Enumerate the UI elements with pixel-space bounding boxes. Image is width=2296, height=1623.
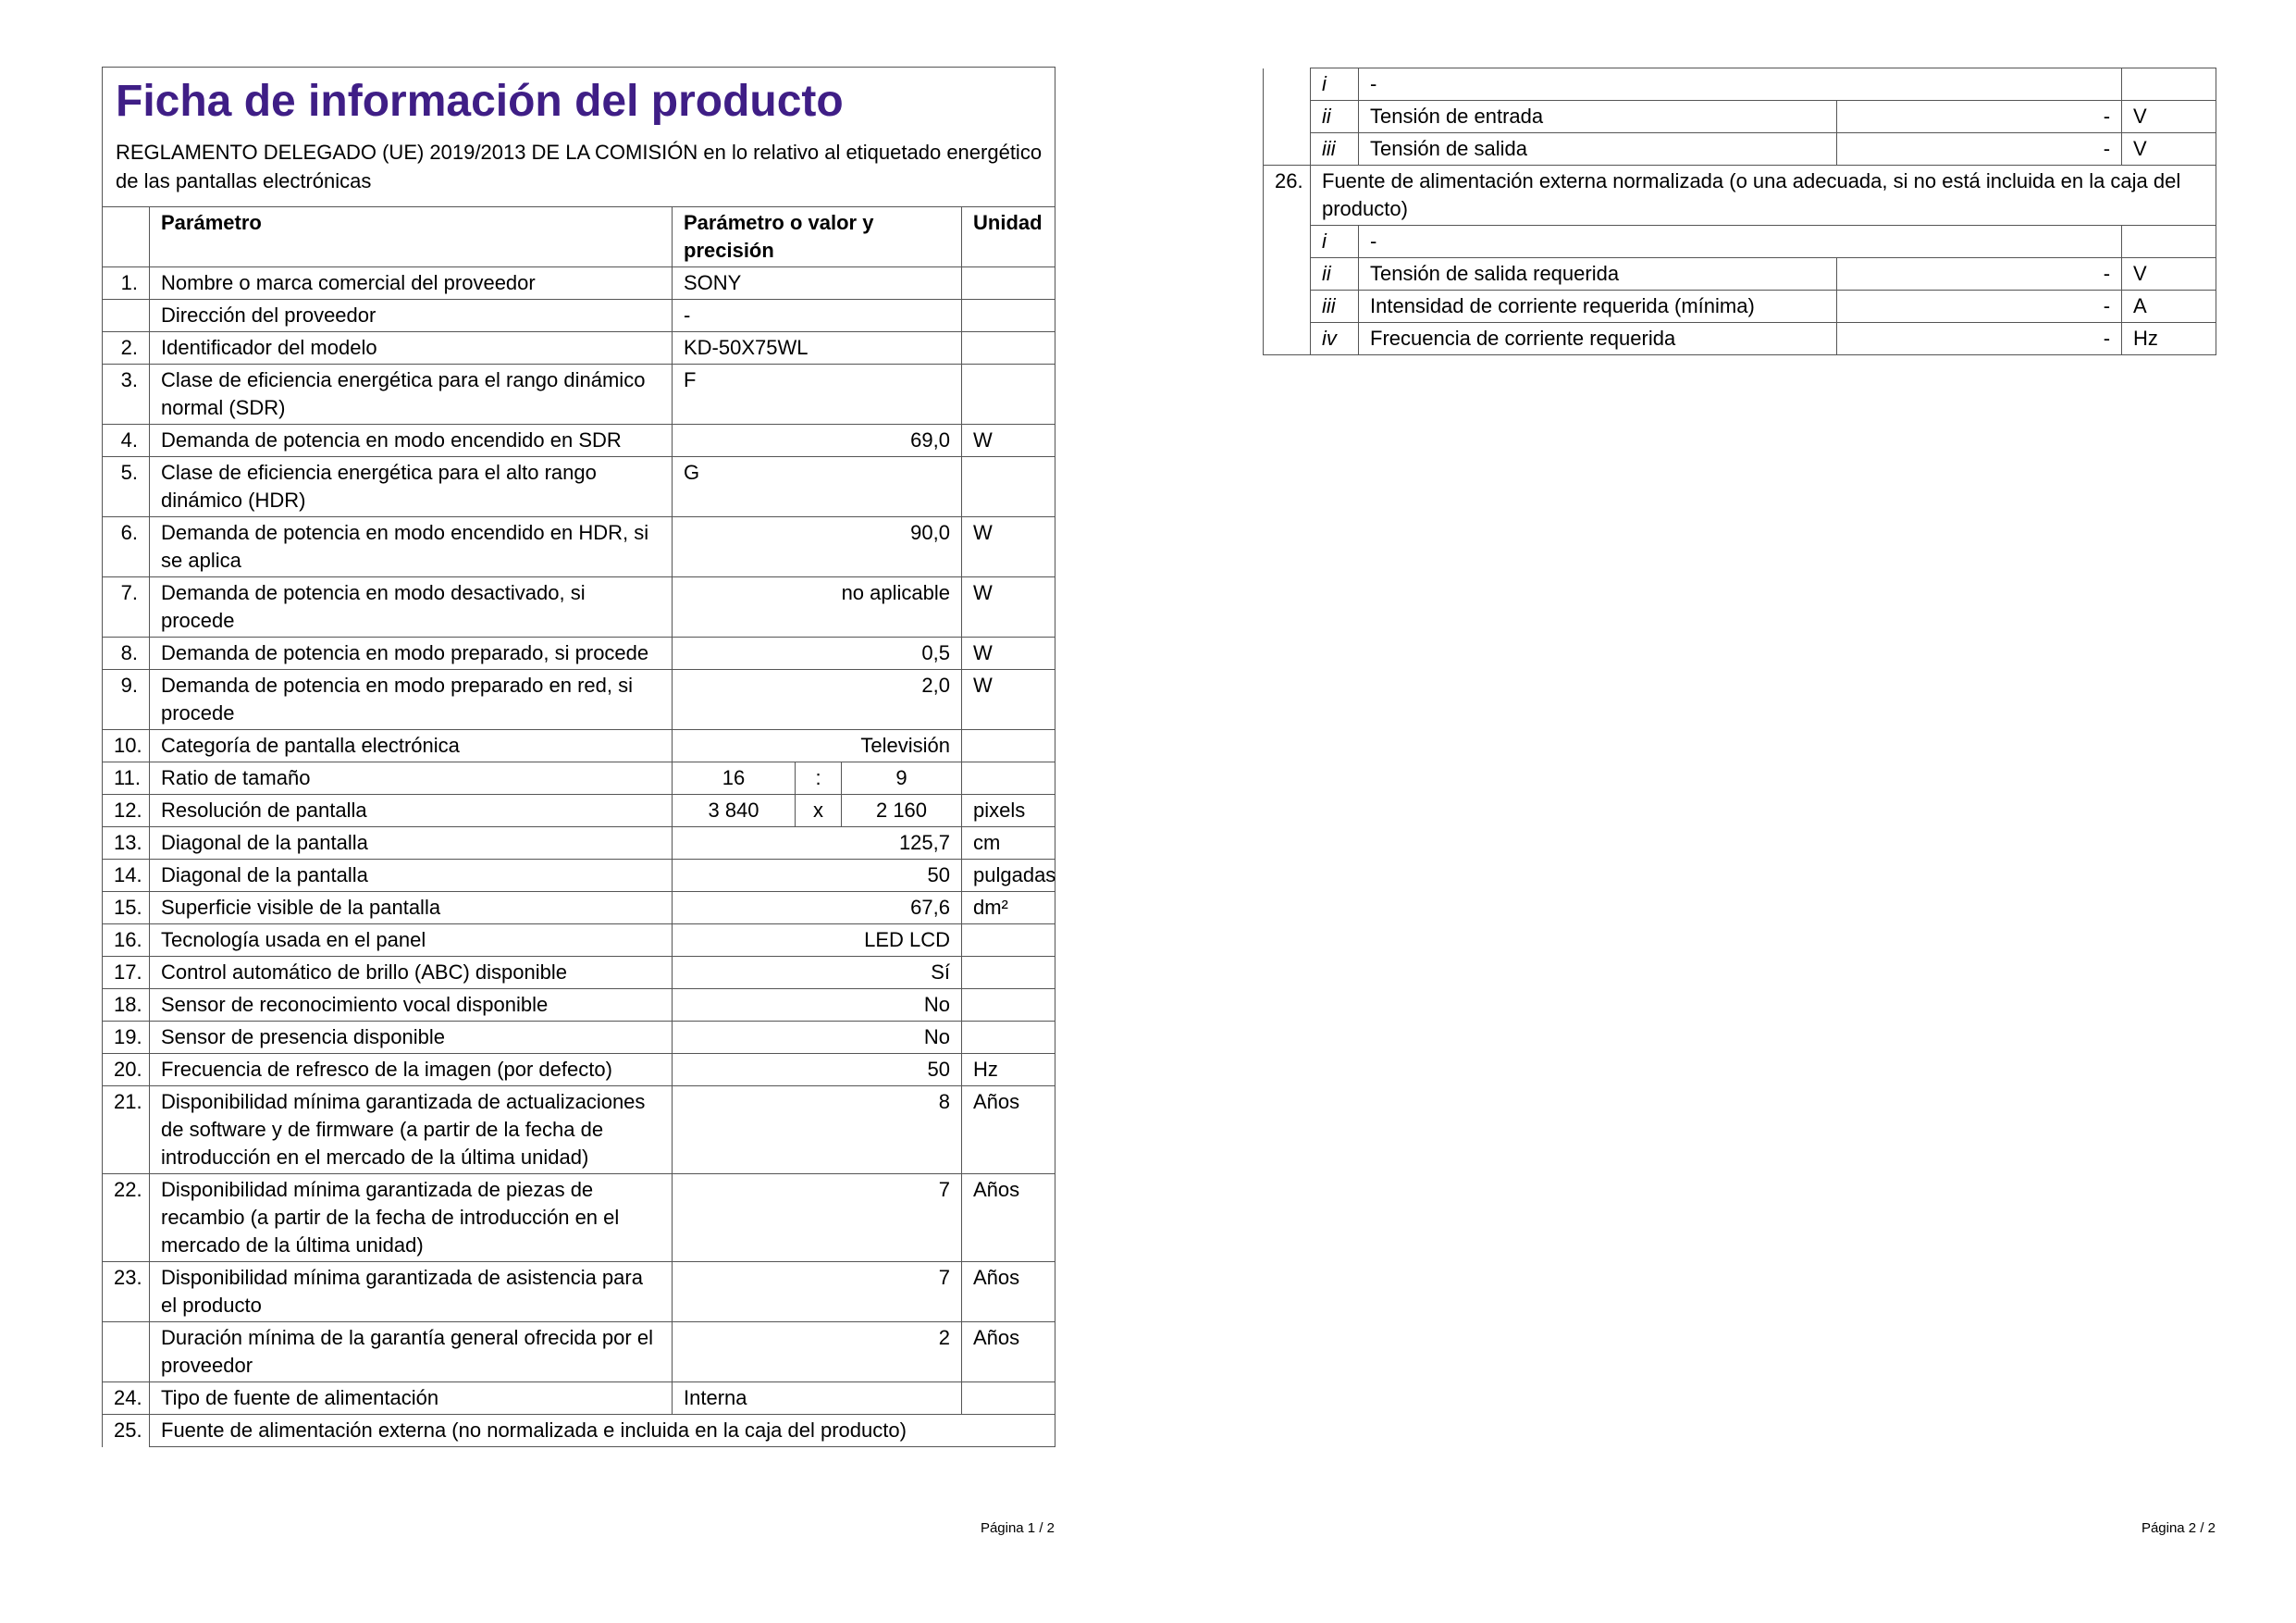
sub-item-roman: i — [1311, 68, 1359, 101]
parameter-label: Sensor de reconocimiento vocal disponible — [150, 989, 673, 1022]
parameter-value: SONY — [673, 267, 962, 300]
table-row — [103, 957, 1055, 989]
parameter-unit: W — [962, 577, 1055, 638]
sub-item-label: Intensidad de corriente requerida (mínima) — [1359, 291, 1837, 323]
row-number: 14. — [103, 860, 150, 892]
row-number: 23. — [103, 1262, 150, 1322]
row-number: 1. — [103, 267, 150, 300]
sub-item-label: Tensión de entrada — [1359, 101, 1837, 133]
table-row — [103, 795, 1055, 827]
parameter-unit: Años — [962, 1086, 1055, 1174]
table-row — [1264, 133, 2216, 166]
table-row — [103, 457, 1055, 517]
parameter-unit — [962, 762, 1055, 795]
parameter-value: 67,6 — [673, 892, 962, 924]
product-info-table-continued — [1263, 68, 2216, 355]
parameter-label: Duración mínima de la garantía general ofrecida por el proveedor — [150, 1322, 673, 1382]
row-number: 12. — [103, 795, 150, 827]
table-row — [103, 892, 1055, 924]
parameter-value: F — [673, 365, 962, 425]
table-row — [103, 517, 1055, 577]
sub-item-unit: V — [2122, 133, 2216, 166]
row-number: 5. — [103, 457, 150, 517]
table-row — [103, 1174, 1055, 1262]
table-row — [103, 670, 1055, 730]
parameter-label: Control automático de brillo (ABC) disponible — [150, 957, 673, 989]
parameter-value: 50 — [673, 860, 962, 892]
header-value: Parámetro o valor y precisión — [673, 207, 962, 267]
value-a: 3 840 — [673, 795, 796, 827]
table-row — [103, 1322, 1055, 1382]
row-number: 21. — [103, 1086, 150, 1174]
parameter-unit: Años — [962, 1262, 1055, 1322]
value-b: 9 — [842, 762, 962, 795]
parameter-label: Disponibilidad mínima garantizada de actualizaciones de software y de firmware (a partir de la fecha de introducción en el mercado de la última unidad) — [150, 1086, 673, 1174]
row-number: 17. — [103, 957, 150, 989]
parameter-label: Dirección del proveedor — [150, 300, 673, 332]
parameter-value: No — [673, 1022, 962, 1054]
parameter-unit: pixels — [962, 795, 1055, 827]
header-param: Parámetro — [150, 207, 673, 267]
table-row — [1264, 68, 2216, 101]
sub-item-value: - — [1837, 323, 2122, 355]
parameter-label: Tipo de fuente de alimentación — [150, 1382, 673, 1415]
row-number: 25. — [103, 1415, 150, 1447]
parameter-value: 50 — [673, 1054, 962, 1086]
parameter-unit: pulgadas — [962, 860, 1055, 892]
row-number-empty — [1264, 291, 1311, 323]
row-number: 8. — [103, 638, 150, 670]
parameter-unit — [962, 300, 1055, 332]
page-1 — [102, 67, 1056, 1536]
table-row — [103, 365, 1055, 425]
table-row — [103, 827, 1055, 860]
row-number — [103, 300, 150, 332]
table-row — [103, 860, 1055, 892]
parameter-value: 7 — [673, 1174, 962, 1262]
parameter-unit: Años — [962, 1174, 1055, 1262]
parameter-label: Demanda de potencia en modo preparado en red, si procede — [150, 670, 673, 730]
table-row — [103, 267, 1055, 300]
parameter-unit — [962, 332, 1055, 365]
parameter-unit: W — [962, 638, 1055, 670]
table-row — [103, 577, 1055, 638]
table-header-row — [103, 207, 1055, 267]
parameter-value: 0,5 — [673, 638, 962, 670]
row-number: 13. — [103, 827, 150, 860]
table-row — [1264, 226, 2216, 258]
parameter-value: 2 — [673, 1322, 962, 1382]
parameter-value: LED LCD — [673, 924, 962, 957]
value-b: 2 160 — [842, 795, 962, 827]
row-number: 9. — [103, 670, 150, 730]
parameter-label: Diagonal de la pantalla — [150, 860, 673, 892]
parameter-value: Televisión — [673, 730, 962, 762]
sub-item-unit: V — [2122, 258, 2216, 291]
row-number: 4. — [103, 425, 150, 457]
parameter-unit — [962, 267, 1055, 300]
title-row — [103, 68, 1055, 207]
parameter-value: G — [673, 457, 962, 517]
product-info-table — [102, 67, 1055, 1447]
table-row — [103, 924, 1055, 957]
parameter-value: Interna — [673, 1382, 962, 1415]
sub-item-roman: ii — [1311, 101, 1359, 133]
sub-item-unit: Hz — [2122, 323, 2216, 355]
parameter-label: Ratio de tamaño — [150, 762, 673, 795]
parameter-label: Tecnología usada en el panel — [150, 924, 673, 957]
parameter-label: Superficie visible de la pantalla — [150, 892, 673, 924]
parameter-label: Disponibilidad mínima garantizada de asistencia para el producto — [150, 1262, 673, 1322]
parameter-value: No — [673, 989, 962, 1022]
row-number-empty — [1264, 133, 1311, 166]
parameter-unit: W — [962, 670, 1055, 730]
parameter-label: Sensor de presencia disponible — [150, 1022, 673, 1054]
parameter-label: Categoría de pantalla electrónica — [150, 730, 673, 762]
parameter-unit — [962, 957, 1055, 989]
parameter-unit — [962, 365, 1055, 425]
parameter-label: Clase de eficiencia energética para el rango dinámico normal (SDR) — [150, 365, 673, 425]
document-subtitle: REGLAMENTO DELEGADO (UE) 2019/2013 DE LA COMISIÓN en lo relativo al etiquetado energético de las pantallas electrónicas — [116, 141, 1043, 192]
parameter-label: Clase de eficiencia energética para el alto rango dinámico (HDR) — [150, 457, 673, 517]
table-row — [103, 300, 1055, 332]
parameter-value: 7 — [673, 1262, 962, 1322]
table-row — [103, 730, 1055, 762]
value-separator: x — [796, 795, 842, 827]
value-separator: : — [796, 762, 842, 795]
sub-item-roman: ii — [1311, 258, 1359, 291]
parameter-label: Demanda de potencia en modo preparado, si procede — [150, 638, 673, 670]
table-row — [1264, 323, 2216, 355]
sub-item-roman: iv — [1311, 323, 1359, 355]
parameter-unit — [962, 457, 1055, 517]
sub-item-label: Tensión de salida — [1359, 133, 1837, 166]
parameter-unit: Años — [962, 1322, 1055, 1382]
section-label: Fuente de alimentación externa normalizada (o una adecuada, si no está incluida en la caja del producto) — [1311, 166, 2216, 226]
row-number-empty — [1264, 226, 1311, 258]
parameter-unit — [962, 989, 1055, 1022]
sub-item-unit: A — [2122, 291, 2216, 323]
parameter-value: Sí — [673, 957, 962, 989]
parameter-unit: dm² — [962, 892, 1055, 924]
table-row — [103, 1022, 1055, 1054]
parameter-unit: Hz — [962, 1054, 1055, 1086]
parameter-label: Disponibilidad mínima garantizada de piezas de recambio (a partir de la fecha de introducción en el mercado de la última unidad) — [150, 1174, 673, 1262]
row-number: 7. — [103, 577, 150, 638]
parameter-value: 2,0 — [673, 670, 962, 730]
parameter-value: 8 — [673, 1086, 962, 1174]
sub-item-value: - — [1837, 291, 2122, 323]
section-label: Fuente de alimentación externa (no normalizada e incluida en la caja del producto) — [150, 1415, 1055, 1447]
table-row — [103, 1086, 1055, 1174]
parameter-label: Resolución de pantalla — [150, 795, 673, 827]
parameter-unit: W — [962, 425, 1055, 457]
sub-item-unit — [2122, 226, 2216, 258]
parameter-label: Demanda de potencia en modo encendido en SDR — [150, 425, 673, 457]
table-row — [103, 425, 1055, 457]
parameter-unit — [962, 1382, 1055, 1415]
parameter-label: Diagonal de la pantalla — [150, 827, 673, 860]
sub-item-unit — [2122, 68, 2216, 101]
sub-item-value: - — [1837, 101, 2122, 133]
row-number — [103, 1322, 150, 1382]
row-number: 22. — [103, 1174, 150, 1262]
parameter-value: no aplicable — [673, 577, 962, 638]
row-number: 26. — [1264, 166, 1311, 226]
parameter-label: Nombre o marca comercial del proveedor — [150, 267, 673, 300]
row-number: 6. — [103, 517, 150, 577]
parameter-unit: cm — [962, 827, 1055, 860]
row-number-empty — [1264, 68, 1311, 101]
parameter-unit — [962, 924, 1055, 957]
value-a: 16 — [673, 762, 796, 795]
sub-item-roman: iii — [1311, 291, 1359, 323]
parameter-label: Demanda de potencia en modo encendido en HDR, si se aplica — [150, 517, 673, 577]
page-1-footer: Página 1 / 2 — [980, 1520, 1055, 1536]
row-number-empty — [1264, 258, 1311, 291]
table-row — [1264, 166, 2216, 226]
parameter-label: Demanda de potencia en modo desactivado, si procede — [150, 577, 673, 638]
sub-item-label: - — [1359, 226, 2122, 258]
sub-item-label: - — [1359, 68, 2122, 101]
row-number: 15. — [103, 892, 150, 924]
table-row — [103, 989, 1055, 1022]
table-row — [1264, 291, 2216, 323]
row-number: 19. — [103, 1022, 150, 1054]
row-number: 24. — [103, 1382, 150, 1415]
sub-item-label: Frecuencia de corriente requerida — [1359, 323, 1837, 355]
row-number: 2. — [103, 332, 150, 365]
page-2-footer: Página 2 / 2 — [2141, 1520, 2216, 1536]
row-number: 16. — [103, 924, 150, 957]
parameter-label: Frecuencia de refresco de la imagen (por defecto) — [150, 1054, 673, 1086]
row-number: 18. — [103, 989, 150, 1022]
table-row — [103, 638, 1055, 670]
document-title: Ficha de información del producto — [116, 77, 844, 126]
table-row — [1264, 101, 2216, 133]
parameter-unit — [962, 730, 1055, 762]
row-number: 10. — [103, 730, 150, 762]
sub-item-roman: i — [1311, 226, 1359, 258]
sub-item-label: Tensión de salida requerida — [1359, 258, 1837, 291]
parameter-unit: W — [962, 517, 1055, 577]
table-row — [103, 332, 1055, 365]
table-row — [103, 1415, 1055, 1447]
table-row — [103, 1382, 1055, 1415]
table-row — [103, 1054, 1055, 1086]
header-unit: Unidad — [962, 207, 1055, 267]
parameter-unit — [962, 1022, 1055, 1054]
row-number-empty — [1264, 323, 1311, 355]
parameter-value: 125,7 — [673, 827, 962, 860]
sub-item-value: - — [1837, 133, 2122, 166]
table-row — [103, 1262, 1055, 1322]
sub-item-value: - — [1837, 258, 2122, 291]
row-number: 20. — [103, 1054, 150, 1086]
sub-item-unit: V — [2122, 101, 2216, 133]
page-2 — [1263, 68, 2216, 1536]
table-row — [1264, 258, 2216, 291]
parameter-value: 90,0 — [673, 517, 962, 577]
parameter-label: Identificador del modelo — [150, 332, 673, 365]
parameter-value: 69,0 — [673, 425, 962, 457]
row-number: 3. — [103, 365, 150, 425]
sub-item-roman: iii — [1311, 133, 1359, 166]
row-number: 11. — [103, 762, 150, 795]
row-number-empty — [1264, 101, 1311, 133]
parameter-value: - — [673, 300, 962, 332]
table-row — [103, 762, 1055, 795]
parameter-value: KD-50X75WL — [673, 332, 962, 365]
